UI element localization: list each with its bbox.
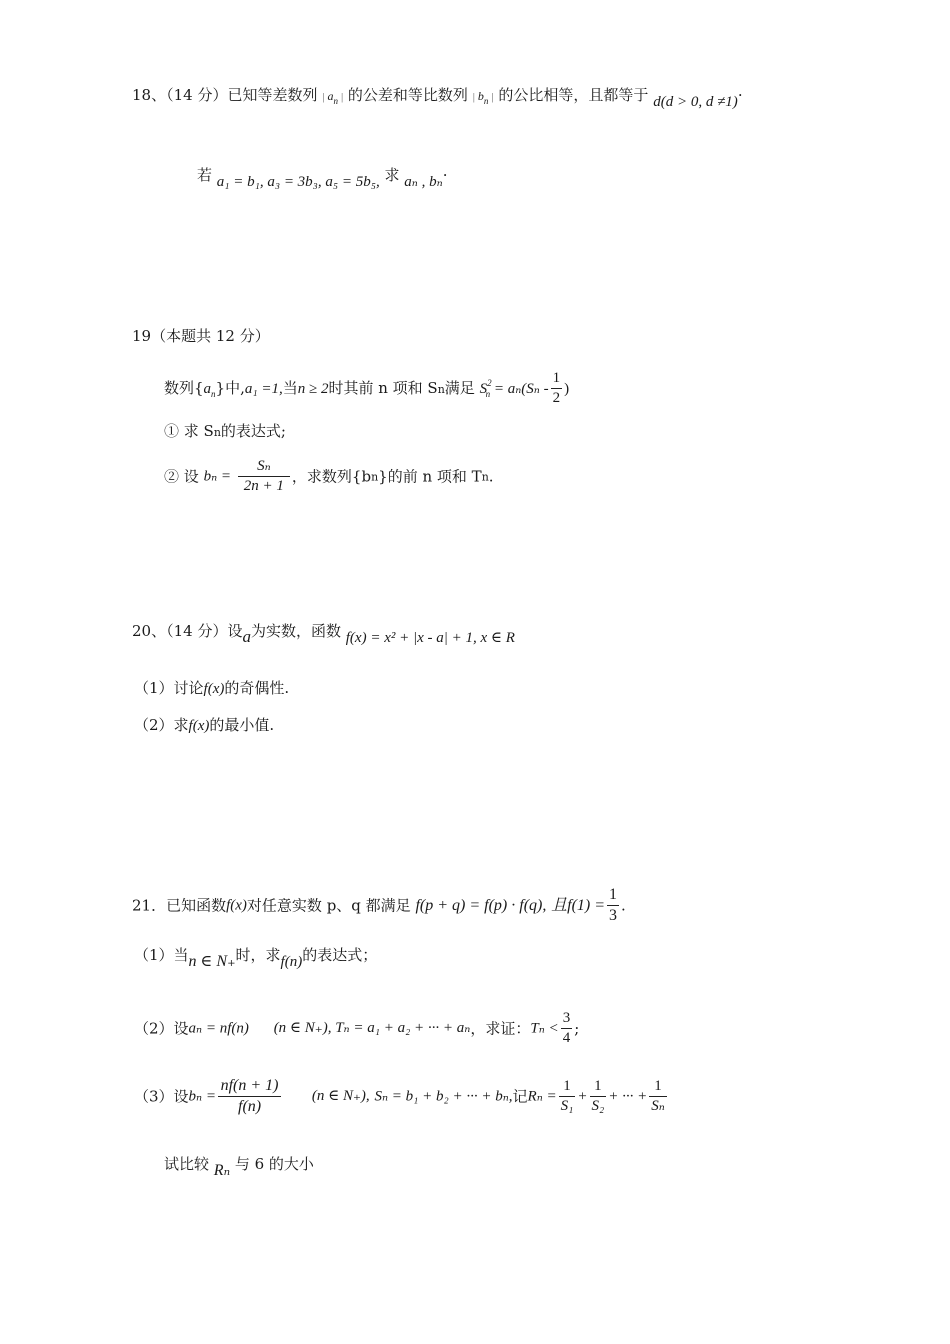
q19-part2-frac: $\frac{\text{Sₙ}}{2n + 1}$: [238, 458, 290, 496]
q20-part2: [134, 718, 274, 734]
q19-part2-b: ，求数列{b: [291, 467, 372, 486]
q18-targets: aₙ , bₙ: [404, 174, 443, 190]
q19-part2-end: .: [488, 467, 494, 486]
q19-equation: $S^2_n = a_n(S_n$ -: [479, 377, 549, 399]
q21-part2: [134, 1010, 579, 1048]
q19-n-cond: n ≥ 2: [297, 380, 329, 397]
q20-var: a: [242, 627, 251, 646]
q19-part2-sub2: n: [481, 470, 489, 484]
q18-given: a₁ = b₁, a₃ = 3b₃, a₅ = 5b₅,: [216, 174, 380, 190]
q21-p3-cond: (n ∈ N₊),: [311, 1088, 370, 1105]
q20-function: f(x) = x² + |x - a| + 1, x ∈ R: [345, 630, 515, 646]
q21-f1: 且f(1) =: [551, 896, 606, 914]
q18-ask: 求: [384, 166, 400, 184]
q21-p2-b: ，求证：: [470, 1019, 531, 1038]
q21-p4-R: Rₙ: [213, 1162, 231, 1179]
q19-part2-sub: n: [371, 470, 379, 484]
q18-seq-a: | $a_n$ |: [322, 89, 344, 106]
q21-p3-plus: +: [577, 1088, 588, 1105]
q21-p1-b: 时，求: [235, 946, 281, 964]
q21-end: .: [621, 896, 626, 915]
q19-satisfy: 满足: [444, 378, 475, 397]
q21-part4: [164, 1155, 314, 1179]
q19-part1: [164, 424, 286, 439]
q20-part1-f: f(x): [203, 681, 225, 697]
q19-a1: a₁ =1,: [244, 380, 283, 397]
q19-part1-a: ① 求 S: [164, 422, 214, 440]
q19-part1-b: 的表达式;: [220, 422, 286, 440]
q21-p3-lhs: bₙ =: [188, 1088, 216, 1105]
q20-part2-b: 的最小值.: [209, 716, 275, 734]
q21-mid: 对任意实数 p、q 都满足: [246, 896, 411, 915]
q21-label: 21．已知函数: [132, 896, 227, 915]
q21-p2-frac: $\frac{3}{4}$: [562, 1010, 571, 1047]
q21-p3-frac2: $\frac{1}{\text{S₂}}$: [591, 1078, 605, 1115]
q18-mid2: 的公比相等，且都等于: [498, 86, 649, 104]
q21-p3-a: （3）设: [134, 1087, 189, 1106]
q21-f: f(x): [226, 897, 247, 914]
q18-condition: d(d > 0, d ≠1): [653, 94, 738, 110]
q21-third: $\frac{1}{3}$: [609, 886, 618, 925]
q21-p2-cond: (n ∈ N₊), Tₙ = a₁ + a₂ + ··· + aₙ: [273, 1020, 471, 1037]
q19-half: $\frac{1}{2}$: [552, 370, 561, 407]
q19-stmt-f-sub: n: [437, 382, 445, 396]
q19-title: [132, 329, 270, 344]
q19-part2-c: }的前 n 项和 T: [378, 467, 482, 486]
q19-part2: [164, 458, 494, 496]
q20-statement: [132, 622, 515, 646]
q20-part1: [134, 681, 289, 697]
q18-if: 若: [197, 166, 213, 184]
q21-p1-c: 的表达式；: [302, 946, 378, 964]
q21-p1-a: （1）当: [134, 946, 189, 964]
q18-end: ·: [737, 86, 743, 104]
q20-part2-f: f(x): [188, 718, 210, 734]
q20-mid: 为实数，函数: [250, 622, 341, 640]
q20-part1-a: （1）讨论: [134, 679, 204, 697]
q21-p4-a: 试比较: [164, 1155, 210, 1173]
q18-line2: [197, 166, 448, 190]
q21-p4-b: 与 6 的大小: [234, 1155, 314, 1173]
q19-stmt-b: }中,: [215, 378, 245, 397]
q21-p3-frac3: $\frac{1}{\text{Sₙ}}$: [651, 1078, 665, 1115]
q21-part1: [134, 946, 378, 970]
q21-p2-eq: aₙ = nf(n): [188, 1020, 249, 1037]
q18-line1: [132, 86, 743, 110]
q21-statement: [132, 886, 626, 926]
q19-stmt-a: 数列{: [164, 378, 204, 397]
q21-p3-sum: Sₙ = b₁ + b₂ + ··· + bₙ,: [374, 1088, 513, 1105]
q21-p3-R: Rₙ =: [527, 1088, 557, 1105]
q21-p2-lhs: Tₙ <: [530, 1020, 559, 1037]
q18-end2: ·: [442, 166, 448, 184]
q18-label: 18、（14 分）已知等差数列: [132, 86, 318, 104]
q21-p3-frac1: $\frac{1}{\text{S₁}}$: [560, 1078, 574, 1115]
q21-p2-a: （2）设: [134, 1019, 189, 1038]
q19-part1-sub: n: [213, 426, 221, 439]
q19-statement: 数列$\{a_n\}$中,a₁ =1,当n ≥ 2时其前 n 项和 Sn满足 $S^2_n = a_n(S_n$ - $\frac{1}{2}$ ): [164, 370, 570, 407]
q19-part2-lhs: bₙ =: [203, 468, 232, 485]
q18-mid1: 的公差和等比数列: [347, 86, 468, 104]
q21-p1-cond: n ∈ N₊: [188, 953, 236, 970]
q20-part2-a: （2）求: [134, 716, 189, 734]
q21-equation: f(p + q) = f(p) · f(q),: [415, 896, 547, 914]
q21-p3-dots: + ··· +: [608, 1088, 648, 1105]
q19-label: 19（本题共 12 分）: [132, 327, 270, 345]
q20-part1-b: 的奇偶性.: [224, 679, 290, 697]
q21-p2-end: ;: [574, 1019, 580, 1038]
q20-label: 20、（14 分）设: [132, 622, 243, 640]
q19-part2-a: ② 设: [164, 467, 199, 486]
q21-p3-ji: 记: [512, 1087, 528, 1106]
q18-seq-b: | $b_n$ |: [472, 89, 494, 106]
q21-p1-f: f(n): [280, 954, 303, 970]
q21-p3-frac: $\frac{nf(n + 1)}{f(n)}$: [218, 1077, 281, 1117]
q19-stmt-f: 时其前 n 项和 S: [328, 378, 438, 397]
q19-seq: $a_n$: [203, 380, 216, 399]
q19-when: 当: [282, 378, 298, 397]
q21-part3: [134, 1077, 669, 1117]
